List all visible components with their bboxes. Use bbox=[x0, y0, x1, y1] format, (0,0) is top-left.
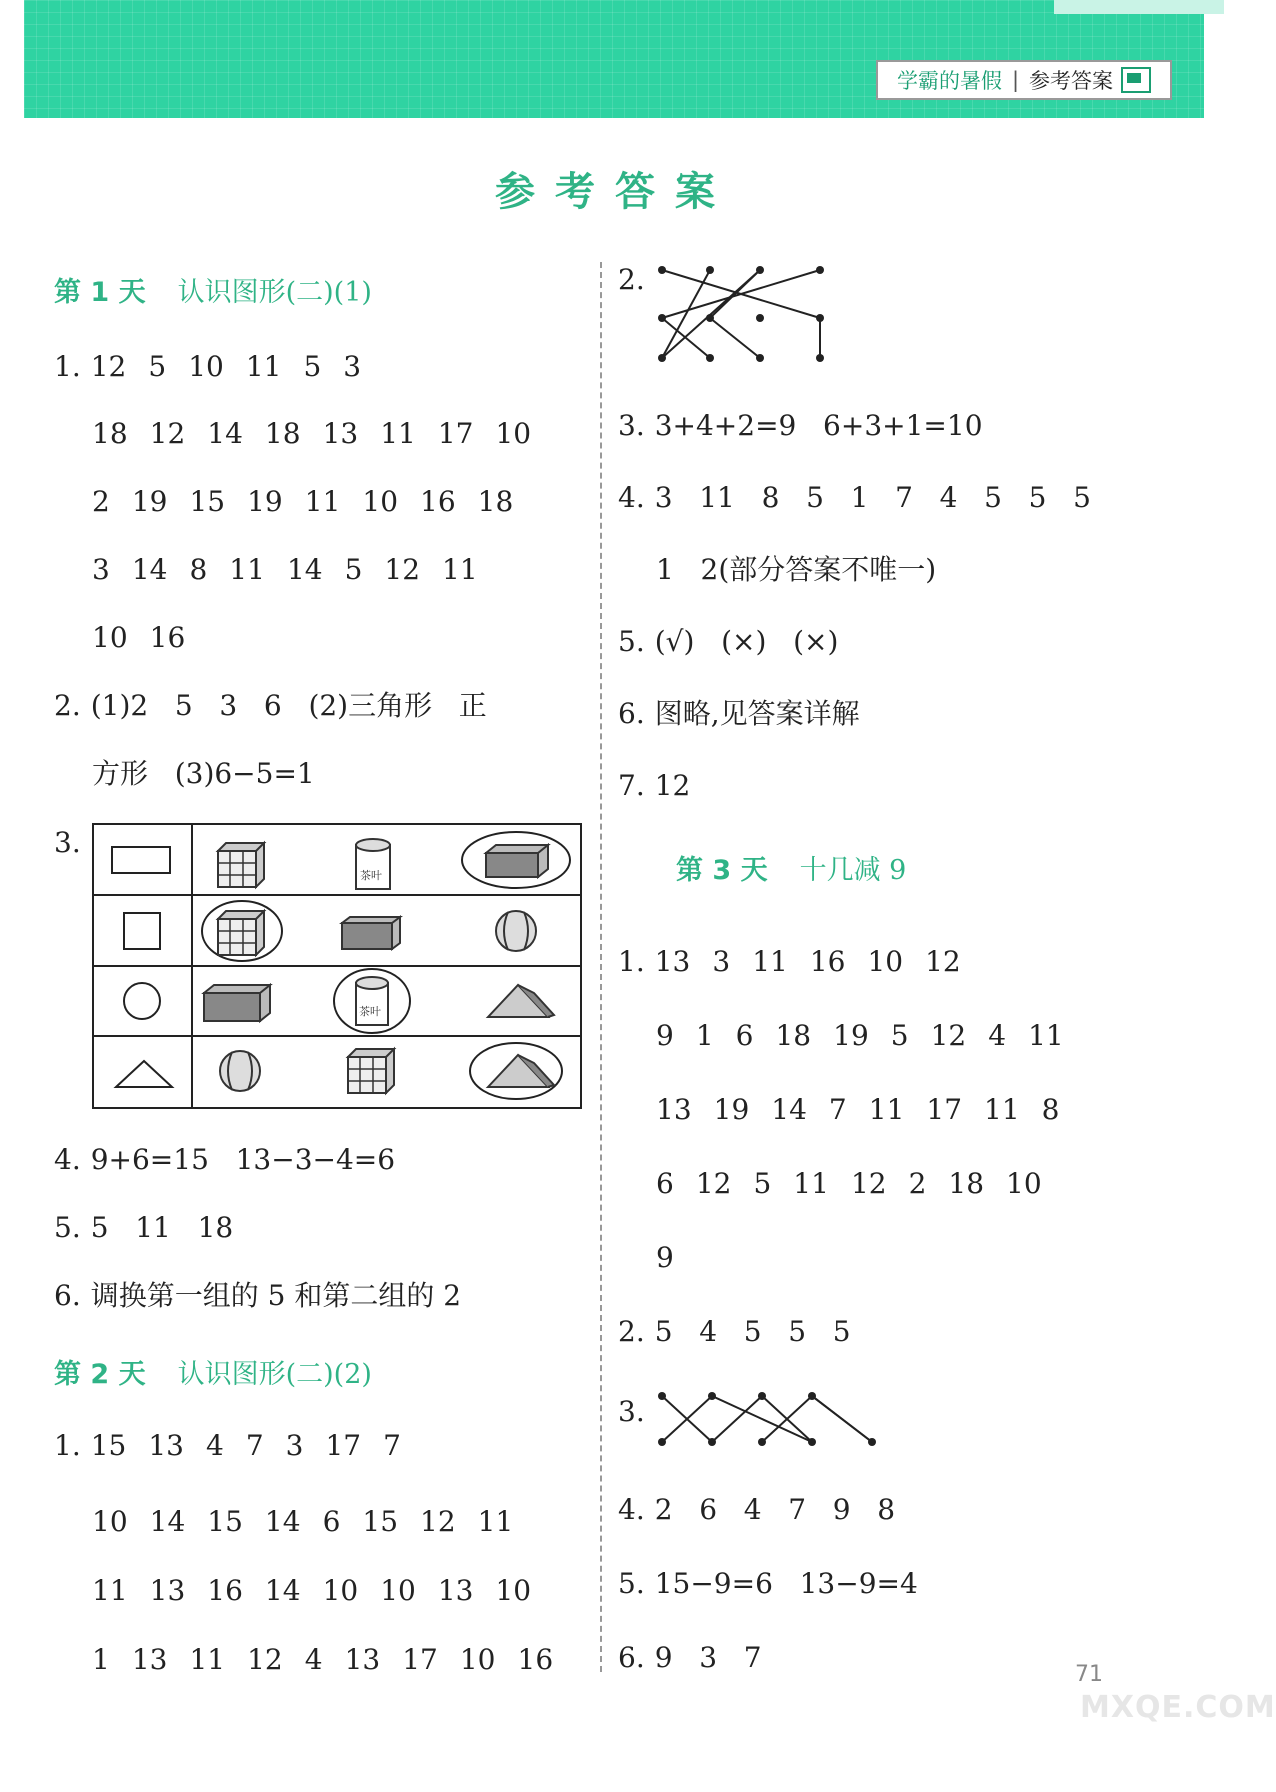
d1-q5-text: 5 11 18 bbox=[90, 1211, 234, 1244]
answer-value: 10 bbox=[188, 350, 224, 383]
answer-value: 3 bbox=[92, 553, 110, 586]
answer-value: 19 bbox=[131, 485, 168, 518]
d1-q5 bbox=[54, 1210, 233, 1246]
tag-separator: | bbox=[1011, 68, 1020, 92]
q-number: 6. bbox=[618, 697, 645, 730]
answer-value: 6 bbox=[656, 1167, 674, 1200]
d2-q7-text: 12 bbox=[654, 769, 691, 802]
d3-q1-row-2 bbox=[656, 1092, 1082, 1128]
answer-value: 1 bbox=[92, 1643, 110, 1676]
answer-value: 3 bbox=[285, 1429, 304, 1462]
d3-q4-text: 2 6 4 7 9 8 bbox=[654, 1493, 896, 1526]
q-number: 5. bbox=[618, 1567, 645, 1600]
ball-icon bbox=[496, 911, 536, 951]
d3-q2 bbox=[618, 1314, 851, 1350]
answer-value: 11 bbox=[868, 1093, 905, 1126]
answer-value: 13 bbox=[656, 1093, 692, 1126]
d1-q6-text: 调换第一组的 5 和第二组的 2 bbox=[90, 1279, 462, 1312]
matching-lines-diagram bbox=[650, 258, 840, 378]
d2-q7 bbox=[618, 768, 690, 804]
d2-q2-number: 2. bbox=[618, 263, 645, 296]
answer-value: 2 bbox=[908, 1167, 927, 1200]
triangle-icon bbox=[116, 1061, 172, 1087]
answer-value: 5 bbox=[753, 1167, 772, 1200]
answer-value: 14 bbox=[207, 417, 243, 450]
cube-icon bbox=[348, 1049, 394, 1093]
d3-q1-row-1 bbox=[656, 1018, 1086, 1054]
square-icon bbox=[124, 913, 160, 949]
column-divider bbox=[600, 262, 602, 1672]
answer-value: 18 bbox=[477, 485, 514, 518]
d3-q1-row-0 bbox=[618, 944, 983, 980]
book-name: 学霸的暑假 bbox=[896, 69, 1002, 93]
answer-value: 4 bbox=[988, 1019, 1007, 1052]
answer-value: 17 bbox=[437, 417, 474, 450]
answer-value: 12 bbox=[695, 1167, 732, 1200]
svg-text:茶叶: 茶叶 bbox=[359, 1005, 381, 1018]
d1-q2-text1: (1)2 5 3 6 (2)三角形 正 bbox=[90, 689, 487, 722]
box-icon bbox=[342, 917, 400, 949]
prism-icon bbox=[488, 985, 554, 1017]
answer-value: 9 bbox=[656, 1019, 674, 1052]
header-banner bbox=[24, 0, 1204, 118]
answer-value: 14 bbox=[131, 553, 168, 586]
d1-q6 bbox=[54, 1278, 461, 1314]
d1-q1-row-0 bbox=[54, 349, 383, 385]
d1-q3-number: 3. bbox=[54, 826, 81, 859]
answer-value: 11 bbox=[984, 1093, 1020, 1126]
rectangle-icon bbox=[112, 847, 170, 873]
answer-value: 10 bbox=[1006, 1167, 1042, 1200]
answer-value: 18 bbox=[264, 417, 301, 450]
answer-value: 19 bbox=[713, 1093, 750, 1126]
d2-q1-row-2 bbox=[92, 1573, 553, 1609]
q-number: 4. bbox=[54, 1143, 81, 1176]
answer-value: 7 bbox=[383, 1429, 401, 1462]
day3-label: 第 3 天 bbox=[676, 855, 768, 886]
q-number: 4. bbox=[618, 481, 645, 514]
day2-label: 第 2 天 bbox=[54, 1359, 146, 1390]
answer-value: 4 bbox=[206, 1429, 224, 1462]
answer-value: 16 bbox=[149, 621, 186, 654]
answer-value: 13 bbox=[148, 1429, 184, 1462]
q-number: 3. bbox=[618, 409, 645, 442]
answer-value: 15 bbox=[362, 1505, 399, 1538]
answer-value: 7 bbox=[245, 1429, 264, 1462]
answer-value: 13 bbox=[654, 945, 691, 978]
answer-value: 16 bbox=[420, 485, 456, 518]
d1-q2-line2: 方形 (3)6−5=1 bbox=[92, 757, 315, 790]
day2-topic: 认识图形(二)(2) bbox=[177, 1359, 372, 1390]
d2-q3 bbox=[618, 408, 983, 444]
answer-value: 16 bbox=[517, 1643, 554, 1676]
answer-value: 11 bbox=[304, 485, 341, 518]
answer-value: 13 bbox=[131, 1643, 168, 1676]
answer-value: 11 bbox=[752, 945, 788, 978]
answer-value: 11 bbox=[793, 1167, 829, 1200]
answer-value: 10 bbox=[495, 417, 532, 450]
answer-value: 9 bbox=[656, 1241, 674, 1274]
answer-value: 18 bbox=[775, 1019, 812, 1052]
answer-value: 14 bbox=[264, 1574, 301, 1607]
d2-q6 bbox=[618, 696, 860, 732]
page-number: 71 bbox=[1075, 1662, 1103, 1687]
answer-value: 10 bbox=[362, 485, 399, 518]
page-title: 参考答案 bbox=[495, 169, 735, 215]
d3-q3-number: 3. bbox=[618, 1395, 645, 1428]
answer-value: 14 bbox=[149, 1505, 186, 1538]
answer-value: 10 bbox=[495, 1574, 532, 1607]
answer-value: 13 bbox=[322, 417, 359, 450]
answer-value: 2 bbox=[92, 485, 110, 518]
answer-value: 11 bbox=[1028, 1019, 1064, 1052]
answer-value: 10 bbox=[380, 1574, 416, 1607]
answer-value: 15 bbox=[189, 485, 226, 518]
day1-topic: 认识图形(二)(1) bbox=[177, 277, 372, 308]
cylinder-tea-icon bbox=[356, 839, 390, 889]
d2-q4-line2: 1 2(部分答案不唯一) bbox=[656, 553, 937, 586]
q-number: 1. bbox=[618, 945, 645, 978]
section-name: 参考答案 bbox=[1029, 69, 1114, 93]
d3-q6 bbox=[618, 1640, 762, 1676]
day3-heading bbox=[676, 848, 906, 887]
q-number: 6. bbox=[618, 1641, 645, 1674]
answer-value: 10 bbox=[867, 945, 904, 978]
answer-value: 11 bbox=[229, 553, 265, 586]
answer-value: 10 bbox=[92, 1505, 128, 1538]
d3-q2-text: 5 4 5 5 5 bbox=[654, 1315, 851, 1348]
answer-value: 10 bbox=[459, 1643, 496, 1676]
d3-q4 bbox=[618, 1492, 895, 1528]
d1-q4 bbox=[54, 1142, 395, 1178]
d2-q5 bbox=[618, 624, 838, 660]
ball-icon bbox=[220, 1051, 260, 1091]
d3-q1-row-4 bbox=[656, 1240, 696, 1276]
answer-value: 12 bbox=[247, 1643, 283, 1676]
watermark: MXQE.COM bbox=[1080, 1690, 1276, 1725]
answer-value: 5 bbox=[303, 350, 322, 383]
answer-value: 13 bbox=[344, 1643, 381, 1676]
answer-value: 13 bbox=[437, 1574, 474, 1607]
q-number: 1. bbox=[54, 1429, 81, 1462]
d2-q1-row-3 bbox=[92, 1642, 575, 1678]
d2-q1-row-1 bbox=[92, 1504, 535, 1540]
answer-value: 11 bbox=[380, 417, 416, 450]
d3-q6-text: 9 3 7 bbox=[654, 1641, 762, 1674]
day1-heading bbox=[54, 270, 372, 309]
answer-value: 16 bbox=[207, 1574, 243, 1607]
answer-value: 5 bbox=[344, 553, 363, 586]
d2-q1-row-0 bbox=[54, 1428, 423, 1464]
answer-value: 14 bbox=[264, 1505, 301, 1538]
answer-value: 6 bbox=[322, 1505, 341, 1538]
d1-q1-row-3 bbox=[92, 552, 500, 588]
answer-value: 11 bbox=[245, 350, 282, 383]
answer-value: 18 bbox=[948, 1167, 985, 1200]
answer-value: 14 bbox=[771, 1093, 807, 1126]
answer-value: 19 bbox=[247, 485, 283, 518]
q-number: 2. bbox=[54, 689, 81, 722]
answer-value: 19 bbox=[833, 1019, 869, 1052]
answer-value: 5 bbox=[148, 350, 167, 383]
answer-value: 13 bbox=[149, 1574, 186, 1607]
answer-value: 15 bbox=[207, 1505, 243, 1538]
answer-value: 11 bbox=[442, 553, 478, 586]
answer-value: 11 bbox=[92, 1574, 128, 1607]
answer-value: 17 bbox=[926, 1093, 963, 1126]
answer-value: 4 bbox=[304, 1643, 323, 1676]
d1-q2-line1 bbox=[54, 688, 487, 724]
answer-value: 10 bbox=[92, 621, 128, 654]
d3-q5 bbox=[618, 1566, 918, 1602]
answer-value: 5 bbox=[890, 1019, 909, 1052]
q-number: 1. bbox=[54, 350, 81, 383]
answer-value: 8 bbox=[1041, 1093, 1060, 1126]
d2-q4-line1 bbox=[618, 480, 1091, 516]
day2-heading bbox=[54, 1352, 372, 1391]
q-number: 5. bbox=[618, 625, 645, 658]
answer-value: 10 bbox=[322, 1574, 359, 1607]
answer-value: 16 bbox=[809, 945, 846, 978]
d1-q4-text: 9+6=15 13−3−4=6 bbox=[90, 1143, 396, 1176]
q-number: 5. bbox=[54, 1211, 81, 1244]
answer-value: 3 bbox=[712, 945, 731, 978]
answer-value: 11 bbox=[189, 1643, 226, 1676]
answer-value: 3 bbox=[343, 350, 362, 383]
d1-q1-row-4 bbox=[92, 620, 207, 656]
matching-cross-diagram bbox=[652, 1386, 892, 1452]
d3-q1-row-3 bbox=[656, 1166, 1064, 1202]
d2-q4-text1: 3 11 8 5 1 7 4 5 5 5 bbox=[654, 481, 1091, 514]
d1-q1-row-1 bbox=[92, 416, 553, 452]
q-number: 4. bbox=[618, 1493, 645, 1526]
answer-value: 12 bbox=[149, 417, 186, 450]
q-number: 7. bbox=[618, 769, 645, 802]
answer-value: 8 bbox=[189, 553, 208, 586]
shape-classification-table bbox=[92, 823, 582, 1109]
d1-q1-row-2 bbox=[92, 484, 535, 520]
answer-value: 12 bbox=[384, 553, 421, 586]
book-icon bbox=[1121, 67, 1151, 93]
svg-text:茶叶: 茶叶 bbox=[360, 869, 382, 882]
answer-value: 11 bbox=[477, 1505, 514, 1538]
d2-q3-text: 3+4+2=9 6+3+1=10 bbox=[654, 409, 983, 442]
d2-q6-text: 图略,见答案详解 bbox=[654, 697, 860, 730]
day3-topic: 十几减 9 bbox=[799, 855, 907, 886]
answer-value: 17 bbox=[325, 1429, 362, 1462]
answer-value: 12 bbox=[930, 1019, 967, 1052]
answer-value: 12 bbox=[420, 1505, 456, 1538]
answer-value: 6 bbox=[735, 1019, 754, 1052]
day1-label: 第 1 天 bbox=[54, 277, 146, 308]
header-tag bbox=[876, 60, 1172, 100]
answer-value: 12 bbox=[925, 945, 961, 978]
answer-value: 14 bbox=[286, 553, 323, 586]
answer-value: 17 bbox=[402, 1643, 438, 1676]
d2-q5-text: (√) (×) (×) bbox=[654, 625, 839, 658]
d3-q5-text: 15−9=6 13−9=4 bbox=[654, 1567, 918, 1600]
answer-value: 18 bbox=[92, 417, 128, 450]
answer-value: 15 bbox=[90, 1429, 127, 1462]
answer-value: 1 bbox=[695, 1019, 714, 1052]
answer-value: 12 bbox=[90, 350, 127, 383]
answer-value: 12 bbox=[850, 1167, 887, 1200]
q-number: 6. bbox=[54, 1279, 81, 1312]
q-number: 2. bbox=[618, 1315, 645, 1348]
banner-strip bbox=[1054, 0, 1224, 14]
cube-icon bbox=[218, 843, 264, 887]
box-icon bbox=[204, 985, 270, 1021]
circle-icon bbox=[124, 983, 160, 1019]
answer-value: 7 bbox=[828, 1093, 847, 1126]
